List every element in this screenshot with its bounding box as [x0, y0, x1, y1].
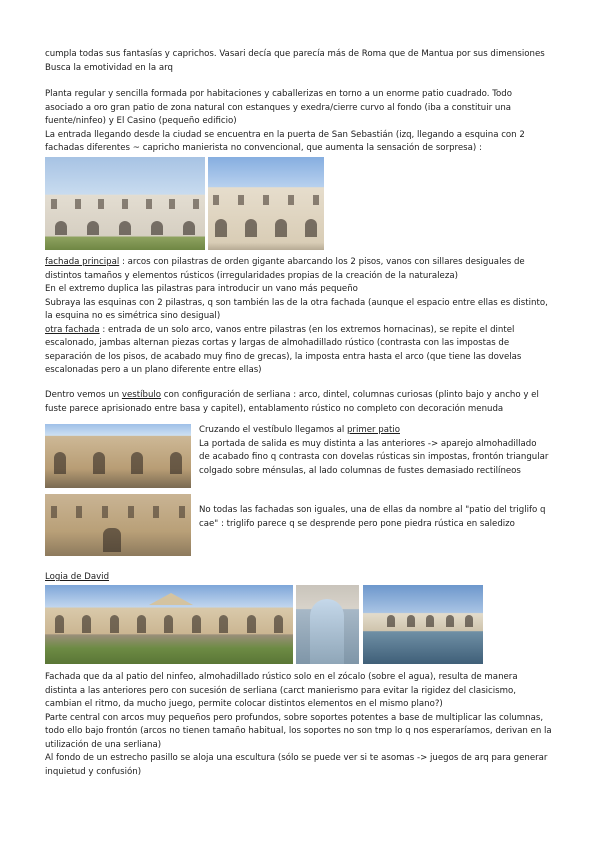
- triglifo-paragraph: [199, 504, 559, 531]
- text-line: separación de los pisos, de acabado muy fino de grecas), la imposta entra hasta el arco (que tiene las dovelas: [45, 351, 522, 362]
- palazzo-te-facade-photo: [45, 157, 205, 250]
- term-otra-fachada: otra fachada: [45, 324, 100, 335]
- loggia-arch-photo: [296, 585, 359, 664]
- heading-logia-de-david: Logia de David: [45, 572, 110, 582]
- text-line: No todas las fachadas son iguales, una de ellas da nombre al "patio del triglifo q: [199, 505, 546, 515]
- text-line: fachadas diferentes ~ capricho manierista no convencional, que aumenta la sensación de sorpresa) :: [45, 143, 482, 153]
- text-segment: : arcos con pilastras de orden gigante abarcando los 2 pisos, vanos con sillares desiguales de: [119, 257, 525, 267]
- text-line: Subraya las esquinas con 2 pilastras, q son también las de la otra fachada (aunque el espacio entre ellas es distinto,: [45, 297, 548, 308]
- text-segment: Dentro vemos un: [45, 390, 122, 400]
- plan-paragraph: [45, 88, 557, 156]
- fishpond-view-photo: [363, 585, 483, 664]
- text-line: escalonado, jambas alternan piezas cortas y largas de almohadillado rústico (contrasta con las impostas de: [45, 338, 510, 348]
- text-line: fuste parece aprisionado entre basa y capitel), entablamento rústico no completo con decoración menuda: [45, 403, 504, 414]
- text-line: la esquina no es simétrica sino desigual): [45, 311, 221, 321]
- text-line: [45, 389, 557, 403]
- text-line: escalonadas pero a un plano diferente entre ellas): [45, 365, 262, 375]
- text-line: [45, 256, 557, 270]
- text-line: [199, 424, 559, 438]
- patio-triglifo-photo: [45, 494, 191, 556]
- text-line: Busca la emotividad en la arq: [45, 62, 173, 73]
- facades-paragraph: [45, 256, 557, 378]
- arch-opening: [310, 599, 344, 664]
- text-line: [45, 324, 557, 338]
- text-line: utilización de una serliana): [45, 739, 162, 750]
- text-segment: : entrada de un solo arco, vanos entre pilastras (en los extremos hornacinas), se repite el dintel: [99, 324, 515, 335]
- logia-paragraph: [45, 671, 557, 779]
- text-line: Planta regular y sencilla formada por habitaciones y caballerizas en torno a un enorme patio cuadrado. Todo: [45, 89, 512, 99]
- text-line: Parte central con arcos muy pequeños pero profundos, sobre soportes potentes a base de multiplicar las columnas,: [45, 712, 544, 723]
- text-line: colgado sobre ménsulas, al lado columnas de fustes demasiado rectilíneos: [199, 465, 521, 476]
- text-line: asociado a oro gran patio de zona natural con estanques y exedra/cierre curvo al fondo (iba a constituir una: [45, 102, 512, 113]
- text-line: inquietud y confusión): [45, 766, 142, 777]
- text-line: todo ello bajo frontón (arcos no tienen tamaño habitual, los soportes no son tmp lo q nos esperaríamos, derivan en la: [45, 726, 552, 736]
- vestibule-paragraph: [45, 389, 557, 416]
- text-line: Fachada que da al patio del ninfeo, almohadillado rústico solo en el zócalo (sobre el agua), resulta de manera: [45, 672, 518, 682]
- text-line: fuente/ninfeo) y El Casino (pequeño edificio): [45, 116, 237, 126]
- logia-de-david-photo: [45, 585, 293, 664]
- term-vestibulo: vestíbulo: [121, 390, 162, 400]
- palazzo-te-side-facade-photo: [208, 157, 324, 250]
- text-line: cae" : triglifo parece q se desprende pero pone piedra rústica en saledizo: [199, 518, 515, 529]
- text-line: de acabado fino q contrasta con dovelas rústicas sin impostas, frontón triangular: [199, 452, 549, 462]
- text-line: cambian el ritmo, da mucho juego, permite colocar distintos elementos en el mismo plano?): [45, 699, 443, 709]
- section-heading: [45, 571, 557, 585]
- pediment-shape: [149, 593, 193, 605]
- text-line: distinta a las anteriores pero con sucesión de serliana (carct manierismo para evitar la rigidez del clasicismo,: [45, 685, 517, 696]
- patio-paragraph: [199, 424, 559, 478]
- text-line: La entrada llegando desde la ciudad se encuentra en la puerta de San Sebastián (izq, llegando a esquina con 2: [45, 129, 525, 140]
- intro-paragraph: [45, 48, 557, 75]
- term-fachada-principal: fachada principal: [45, 257, 120, 267]
- text-line: La portada de salida es muy distinta a las anteriores -> aparejo almohadillado: [199, 438, 537, 449]
- primer-patio-photo: [45, 424, 191, 488]
- text-segment: con configuración de serliana : arco, dintel, columnas curiosas (plinto bajo y ancho y el: [161, 390, 539, 400]
- text-line: cumpla todas sus fantasías y caprichos. Vasari decía que parecía más de Roma que de Mantua por sus dimensiones: [45, 49, 545, 59]
- term-primer-patio: primer patio: [346, 425, 400, 435]
- text-line: distintos tamaños y elementos rústicos (irregularidades propias de la creación de la naturaleza): [45, 270, 458, 281]
- text-line: En el extremo duplica las pilastras para introducir un vano más pequeño: [45, 284, 358, 294]
- text-segment: Cruzando el vestíbulo llegamos al: [199, 425, 347, 435]
- text-line: Al fondo de un estrecho pasillo se aloja una escultura (sólo se puede ver si te asomas -> juegos de arq para generar: [45, 753, 548, 763]
